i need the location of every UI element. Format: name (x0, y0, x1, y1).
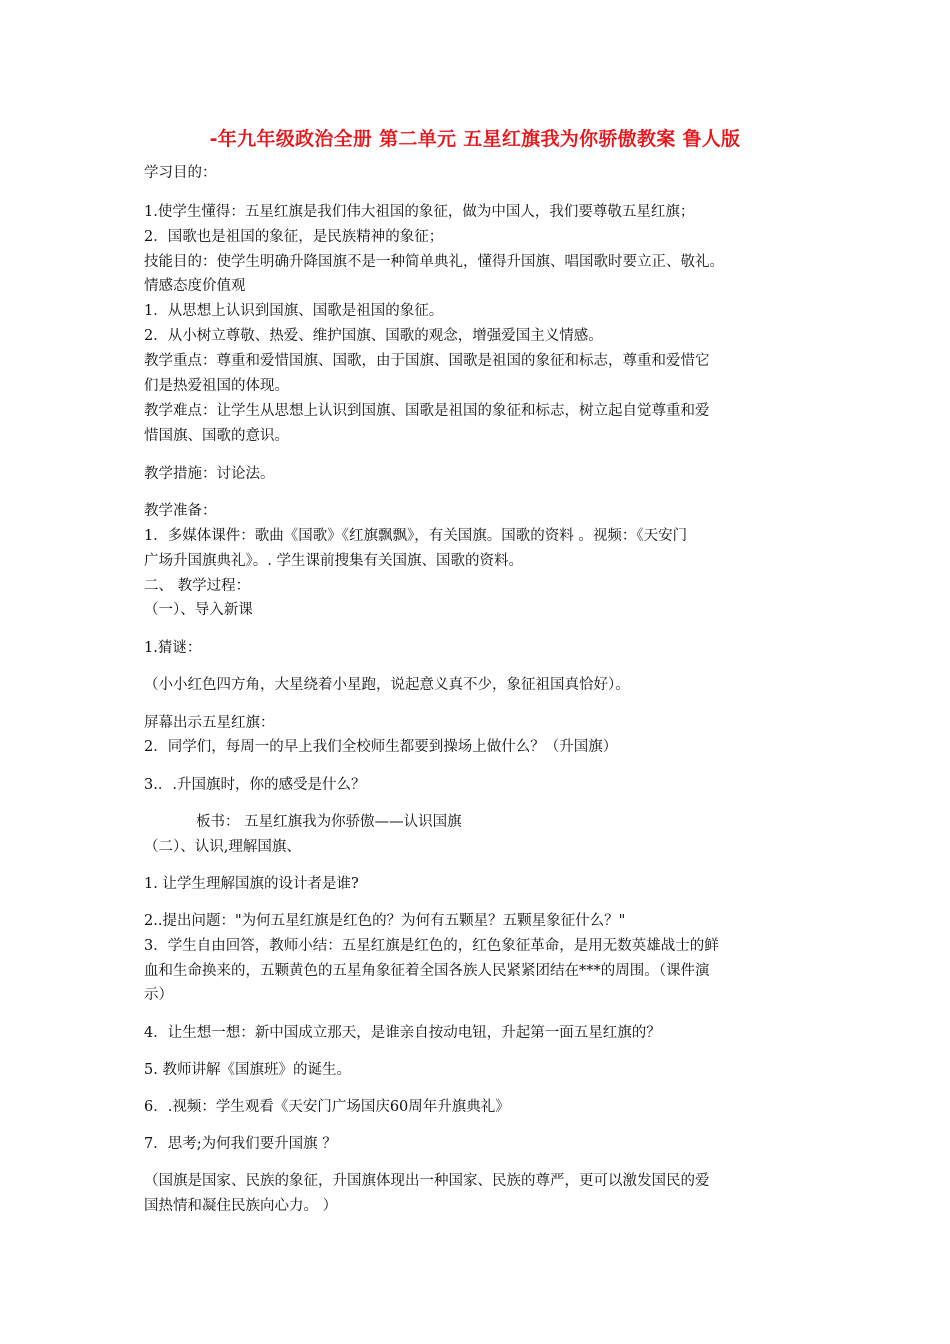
text-line: （小小红色四方角，大星绕着小星跑，说起意义真不少，象征祖国真恰好）。 (144, 677, 630, 693)
document-title: -年九年级政治全册 第二单元 五星红旗我为你骄傲教案 鲁人版 (209, 128, 741, 150)
text-line: 2．同学们，每周一的早上我们全校师生都要到操场上做什么？（升国旗） (144, 739, 618, 755)
text-line: 教学措施：讨论法。 (144, 466, 275, 482)
text-line: 7．思考;为何我们要升国旗 ？ (144, 1136, 337, 1152)
text-line: 3．学生自由回答，教师小结：五星红旗是红色的，红色象征革命，是用无数英雄战士的鲜 (144, 938, 719, 954)
text-line: 示） (144, 987, 173, 1003)
text-line: 教学难点：让学生从思想上认识到国旗、国歌是祖国的象征和标志，树立起自觉尊重和爱 (144, 403, 710, 419)
text-line: 1．多媒体课件：歌曲《国歌》《红旗飘飘》，有关国旗。国歌的资料 。视频：《天安门 (144, 528, 688, 544)
text-line: 技能目的：使学生明确升降国旗不是一种简单典礼，懂得升国旗、唱国歌时要立正、敬礼。 (144, 254, 724, 270)
text-line: 血和生命换来的，五颗黄色的五星角象征着全国各族人民紧紧团结在***的周围。（课件演 (144, 963, 710, 979)
text-line: 广场升国旗典礼》。. 学生课前搜集有关国旗、国歌的资料。 (144, 553, 523, 569)
text-line: 们是热爱祖国的体现。 (144, 378, 289, 394)
text-line: 1. 让学生理解国旗的设计者是谁? (144, 876, 359, 892)
text-line: 惜国旗、国歌的意识。 (144, 428, 289, 444)
text-line: 教学重点：尊重和爱惜国旗、国歌，由于国旗、国歌是祖国的象征和标志，尊重和爱惜它 (144, 353, 710, 369)
text-line: （国旗是国家、民族的象征，升国旗体现出一种国家、民族的尊严，更可以激发国民的爱 (144, 1173, 710, 1189)
text-line: 4．让生想一想：新中国成立那天，是谁亲自按动电钮，升起第一面五星红旗的？ (144, 1025, 661, 1041)
text-line: 国热情和凝住民族向心力。 ） (144, 1198, 338, 1214)
board-heading: 板书： 五星红旗我为你骄傲——认识国旗 (196, 814, 462, 830)
text-line: （二）、认识,理解国旗、 (144, 839, 301, 855)
text-line: 2．从小树立尊敬、热爱、维护国旗、国歌的观念，增强爱国主义情感。 (144, 328, 603, 344)
text-line: 情感态度价值观 (144, 278, 246, 294)
text-line: 学习目的： (144, 165, 217, 181)
text-line: 2．国歌也是祖国的象征，是民族精神的象征； (144, 229, 444, 245)
text-line: 5. 教师讲解《国旗班》的诞生。 (144, 1062, 351, 1078)
text-line: 1．从思想上认识到国旗、国歌是祖国的象征。 (144, 303, 444, 319)
text-line: 3.．.升国旗时，你的感受是什么？ (144, 777, 366, 793)
text-line: （一）、导入新课 (144, 602, 253, 618)
text-line: 1.猜谜： (144, 640, 202, 656)
text-line: 教学准备： (144, 503, 217, 519)
text-line: 2..提出问题："为何五星红旗是红色的？为何有五颗星？五颗星象征什么？" (144, 913, 626, 929)
text-line: 屏幕出示五星红旗： (144, 715, 275, 731)
text-line: 二、 教学过程： (144, 578, 251, 594)
text-line: 6．.视频：学生观看《天安门广场国庆60周年升旗典礼》 (144, 1099, 510, 1115)
text-line: 1.使学生懂得：五星红旗是我们伟大祖国的象征，做为中国人，我们要尊敬五星红旗； (144, 204, 695, 220)
